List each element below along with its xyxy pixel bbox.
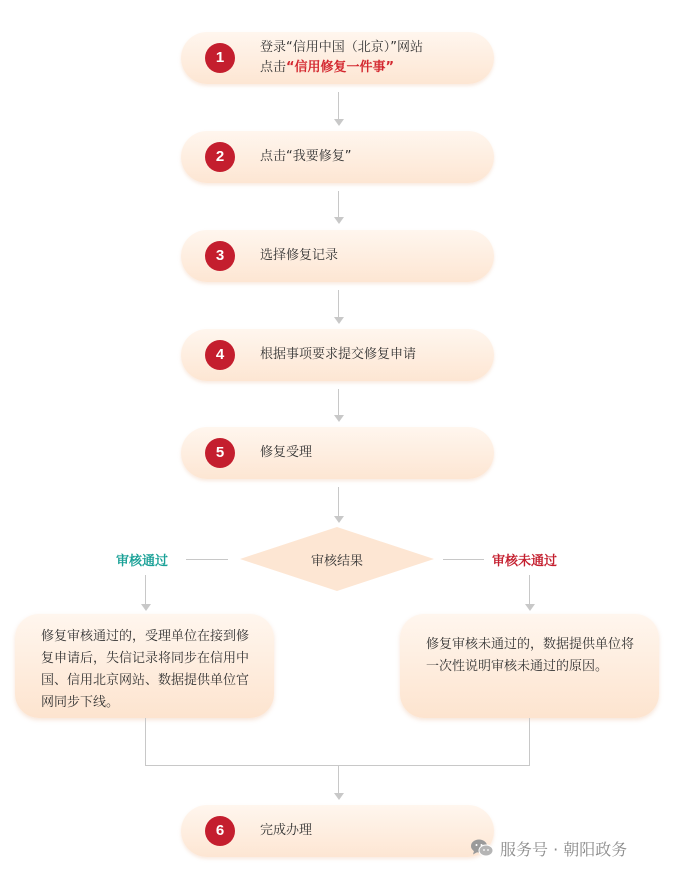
arrow-down-icon (334, 119, 344, 126)
step-label: 完成办理 (260, 823, 313, 838)
step-label: 根据事项要求提交修复申请 (260, 347, 417, 362)
connector-line (145, 575, 146, 604)
connector-line (529, 575, 530, 604)
step-number-badge: 4 (205, 340, 235, 370)
connector-line (338, 765, 339, 793)
connector-line (338, 389, 339, 415)
step-1-line-2 (260, 58, 423, 78)
arrow-down-icon (334, 793, 344, 800)
arrow-down-icon (334, 516, 344, 523)
pass-outcome-text: 修复审核通过的，受理单位在接到修复申请后，失信记录将同步在信用中国、信用北京网站、数据提供单位官网同步下线。 (41, 629, 250, 710)
connector-line (529, 718, 530, 765)
watermark (470, 836, 627, 860)
connector-line (145, 718, 146, 765)
arrow-down-icon (334, 415, 344, 422)
arrow-down-icon (141, 604, 151, 611)
step-label: 点击“我要修复” (260, 149, 352, 164)
step-1-line-1: 登录“信用中国（北京）”网站 (260, 40, 423, 55)
step-4 (181, 329, 494, 381)
arrow-down-icon (525, 604, 535, 611)
step-number-badge: 1 (205, 43, 235, 73)
step-1-line-2-prefix: 点击 (260, 60, 287, 75)
step-2 (181, 131, 494, 183)
connector-line (443, 559, 484, 560)
step-number-badge: 5 (205, 438, 235, 468)
arrow-down-icon (334, 317, 344, 324)
connector-line (338, 290, 339, 317)
arrow-down-icon (334, 217, 344, 224)
wechat-icon (470, 838, 494, 858)
highlight-text: “信用修复一件事” (286, 60, 395, 75)
pass-branch-label: 审核通过 (116, 554, 169, 569)
step-3 (181, 230, 494, 282)
step-number-badge: 6 (205, 816, 235, 846)
connector-line (338, 487, 339, 516)
step-5 (181, 427, 494, 479)
decision-label: 审核结果 (310, 553, 363, 569)
step-label (260, 32, 423, 84)
step-1 (181, 32, 494, 84)
fail-outcome-text: 修复审核未通过的，数据提供单位将一次性说明审核未通过的原因。 (426, 637, 635, 674)
step-number-badge: 2 (205, 142, 235, 172)
watermark-text: 服务号 · 朝阳政务 (500, 839, 628, 859)
fail-outcome-box (400, 614, 659, 718)
fail-branch-label: 审核未通过 (492, 554, 558, 569)
connector-line (186, 559, 228, 560)
pass-outcome-box (15, 614, 274, 718)
step-label: 修复受理 (260, 445, 313, 460)
connector-line (338, 191, 339, 217)
step-number-badge: 3 (205, 241, 235, 271)
step-6 (181, 805, 494, 857)
connector-line (338, 92, 339, 119)
step-label: 选择修复记录 (260, 248, 339, 263)
